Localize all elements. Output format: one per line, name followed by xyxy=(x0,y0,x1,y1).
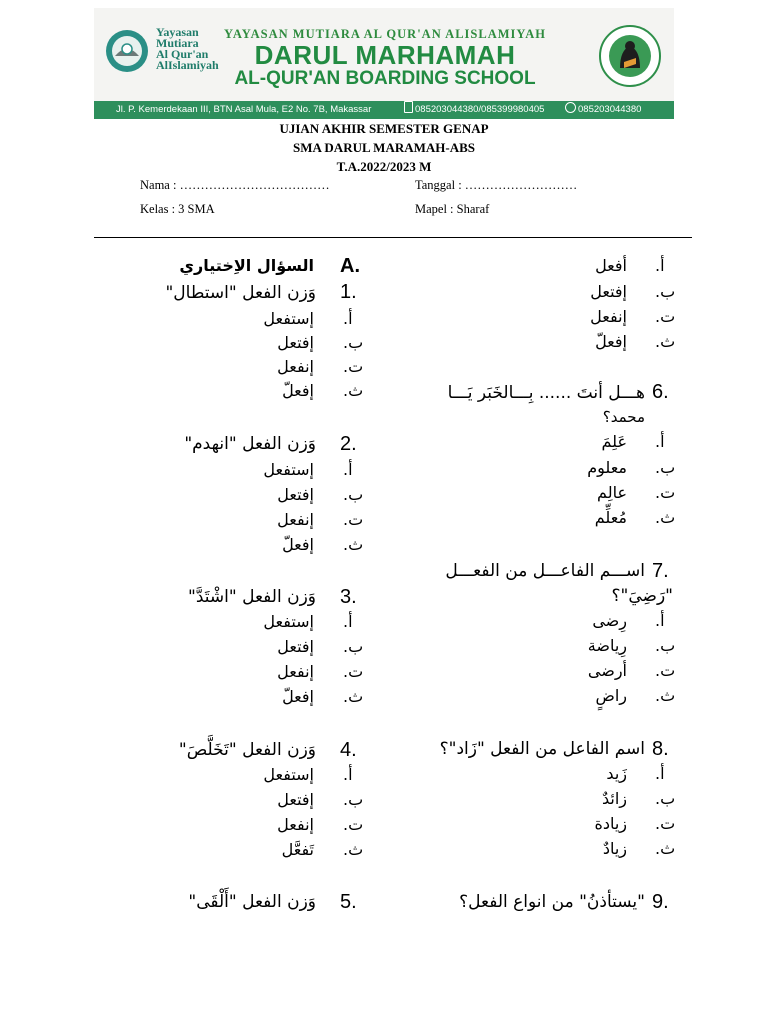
option-text: أرضى xyxy=(587,661,627,680)
exam-year: T.A.2022/2023 M xyxy=(336,159,432,174)
subject-field: Mapel : Sharaf xyxy=(415,202,490,216)
option-letter: أ. xyxy=(655,764,665,783)
option-letter: أ. xyxy=(655,256,665,275)
option-text: تَفعَّل xyxy=(281,840,314,859)
question-text: وَزن الفعل "تَخَلَّصَ" xyxy=(178,740,316,760)
option-text: إفتعل xyxy=(277,333,314,352)
option-text: عالِم xyxy=(597,483,627,502)
option-letter: ث. xyxy=(343,840,364,859)
question-text: وَزن الفعل "استطال" xyxy=(165,283,316,303)
school-logo-icon xyxy=(598,24,662,88)
option-letter: ث. xyxy=(655,508,676,527)
option-text: زائدٌ xyxy=(601,789,627,808)
option-letter: ب. xyxy=(655,789,676,808)
option-text: أفعل xyxy=(595,256,627,275)
option-text: إنفعل xyxy=(277,662,314,681)
exam-school: SMA DARUL MARAMAH-ABS xyxy=(293,140,475,155)
option-text: إنفعل xyxy=(277,510,314,529)
option-text: إفتعل xyxy=(277,485,314,504)
option-text: إفعلّ xyxy=(595,332,627,351)
question-number: 4. xyxy=(340,739,357,761)
question-number: 5. xyxy=(340,891,357,913)
address: Jl. P. Kemerdekaan III, BTN Asal Mula, E2 No. 7B, Makassar xyxy=(116,104,372,115)
option-letter: أ. xyxy=(655,432,665,451)
option-text: إفتعل xyxy=(590,282,627,301)
option-letter: ب. xyxy=(343,637,364,656)
foundation-logo-icon xyxy=(104,28,150,74)
option-letter: ث. xyxy=(655,686,676,705)
school-subtitle: AL-QUR'AN BOARDING SCHOOL xyxy=(234,68,536,89)
question-number: 8. xyxy=(652,738,669,760)
question-text-cont: محمد؟ xyxy=(602,408,645,426)
option-letter: ب. xyxy=(343,333,364,352)
option-text: إستفعل xyxy=(263,612,314,631)
question-text: وَزن الفعل "انهدم" xyxy=(184,434,316,454)
question-number: 6. xyxy=(652,381,669,403)
option-letter: ت. xyxy=(655,814,676,833)
phone-icon xyxy=(404,101,413,113)
section-title: السؤال الاِختياري xyxy=(179,256,314,275)
option-letter: أ. xyxy=(343,309,353,328)
divider xyxy=(94,237,692,238)
whatsapp-icon xyxy=(565,102,576,113)
foundation-title: YAYASAN MUTIARA AL QUR'AN ALISLAMIYAH xyxy=(223,27,547,41)
option-letter: ت. xyxy=(343,815,364,834)
option-text: إستفعل xyxy=(263,765,314,784)
question-text: اســـم الفاعـــل من الفعـــل xyxy=(445,561,645,581)
option-letter: ت. xyxy=(655,307,676,326)
question-text-cont: "رَضِيَ"؟ xyxy=(611,586,673,606)
question-number: 3. xyxy=(340,586,357,608)
option-text: إنفعل xyxy=(277,815,314,834)
option-letter: ب. xyxy=(343,485,364,504)
option-letter: ب. xyxy=(343,790,364,809)
option-letter: ث. xyxy=(343,381,364,400)
section-letter: A. xyxy=(340,255,360,277)
option-letter: أ. xyxy=(343,460,353,479)
option-text: راضٍ xyxy=(595,686,627,705)
option-letter: ث. xyxy=(343,535,364,554)
option-letter: ت. xyxy=(655,483,676,502)
option-text: إفعلّ xyxy=(282,687,314,706)
option-letter: أ. xyxy=(655,611,665,630)
option-text: إستفعل xyxy=(263,460,314,479)
student-name-field: Nama : ……………………………… xyxy=(140,178,330,192)
option-letter: أ. xyxy=(343,765,353,784)
option-text: إفعلّ xyxy=(282,535,314,554)
option-text: زَيد xyxy=(606,764,627,783)
question-number: 7. xyxy=(652,560,669,582)
phone-numbers: 085203044380/085399980405 xyxy=(404,101,544,119)
option-text: إفتعل xyxy=(277,790,314,809)
option-text: زيادة xyxy=(594,814,627,833)
question-number: 1. xyxy=(340,281,357,303)
class-field: Kelas : 3 SMA xyxy=(140,202,215,216)
school-name: DARUL MARHAMAH xyxy=(254,40,516,70)
option-letter: ب. xyxy=(655,282,676,301)
option-letter: ت. xyxy=(655,661,676,680)
question-text: وَزن الفعل "اشْتَدَّ" xyxy=(188,587,316,607)
option-letter: ت. xyxy=(343,357,364,376)
question-text: اسم الفاعل من الفعل "زَاد"؟ xyxy=(439,739,645,759)
exam-title: UJIAN AKHIR SEMESTER GENAP xyxy=(279,121,489,136)
option-text: إفعلّ xyxy=(282,381,314,400)
question-text: وَزن الفعل "أَلْقَى" xyxy=(188,892,316,912)
option-letter: ب. xyxy=(655,636,676,655)
option-text: عَلِمَ xyxy=(601,432,627,451)
option-text: معلوم xyxy=(587,458,627,477)
date-field: Tanggal : ……………………… xyxy=(415,178,578,192)
option-letter: ث. xyxy=(655,332,676,351)
option-text: إنفعل xyxy=(277,357,314,376)
option-letter: ب. xyxy=(655,458,676,477)
option-text: إستفعل xyxy=(263,309,314,328)
foundation-name: Yayasan Mutiara Al Qur'an AlIslamiyah xyxy=(156,25,219,72)
option-text: رِياضة xyxy=(587,636,627,655)
question-text: "يستأذنُ" من انواع الفعل؟ xyxy=(459,892,645,912)
option-letter: ث. xyxy=(343,687,364,706)
option-letter: أ. xyxy=(343,612,353,631)
whatsapp-number: 085203044380 xyxy=(565,101,641,119)
option-text: زيادٌ xyxy=(602,839,627,858)
option-letter: ث. xyxy=(655,839,676,858)
option-text: إفتعل xyxy=(277,637,314,656)
option-letter: ت. xyxy=(343,662,364,681)
option-letter: ت. xyxy=(343,510,364,529)
question-text: هـــل أنتَ ...... بِـــالخَبَر يَـــا xyxy=(447,383,645,403)
address-bar xyxy=(94,101,674,119)
option-text: إنفعل xyxy=(590,307,627,326)
option-text: رِضى xyxy=(592,611,627,630)
question-number: 2. xyxy=(340,433,357,455)
option-text: مُعلِّم xyxy=(594,508,627,527)
question-number: 9. xyxy=(652,891,669,913)
